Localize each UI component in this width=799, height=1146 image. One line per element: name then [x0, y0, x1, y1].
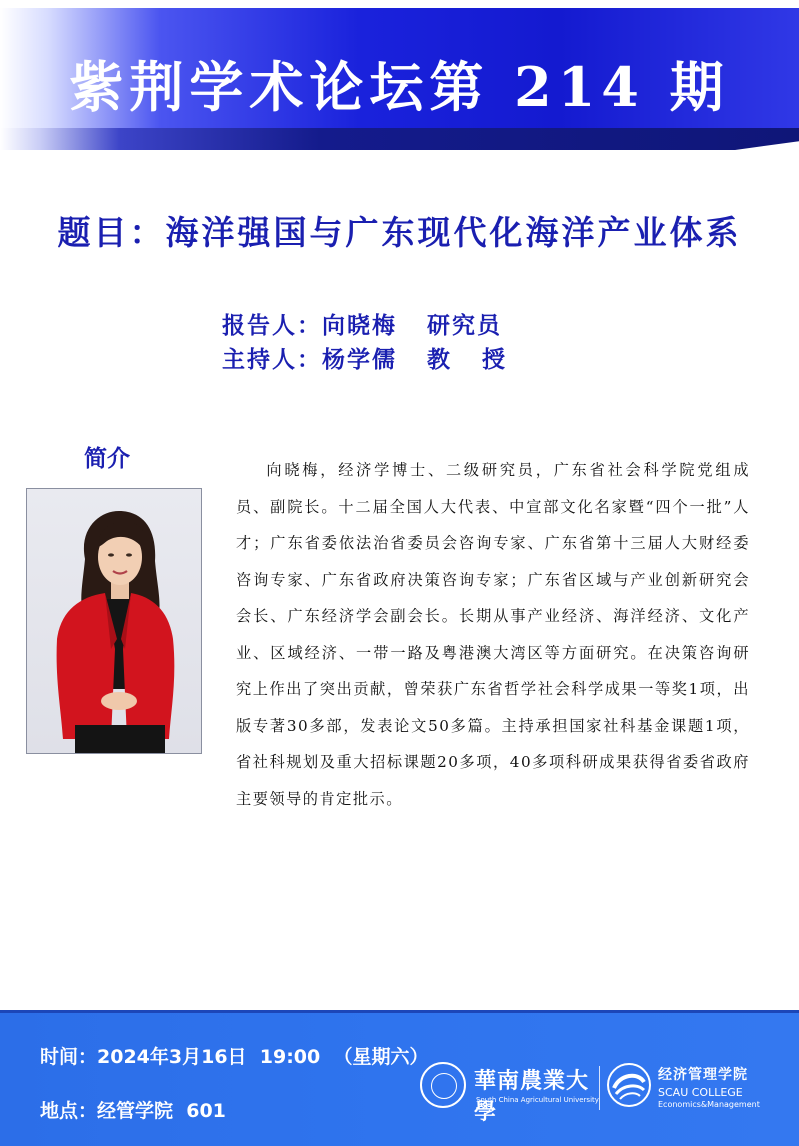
speaker-info	[222, 309, 507, 377]
college-name-cn: 经济管理学院	[658, 1067, 748, 1083]
forum-title: 紫荆学术论坛第 214 期	[69, 55, 730, 119]
university-name-en: South China Agricultural University	[476, 1096, 599, 1104]
banner-underline	[0, 128, 799, 150]
footer-top-line	[0, 1010, 799, 1013]
lecture-topic: 题目：海洋强国与广东现代化海洋产业体系	[57, 213, 742, 252]
intro-heading: 简介	[84, 446, 130, 472]
college-logo	[606, 1062, 792, 1114]
speaker-bio: 向晓梅，经济学博士、二级研究员，广东省社会科学院党组成员、副院长。十二届全国人大代表、中宣部文化名家暨“四个一批”人才；广东省委依法治省委员会咨询专家、广东省第十三届人大财经委咨询专家、广东省政府决策咨询专家；广东省区域与产业创新研究会会长、广东经济学会副会长。长期从事产业经济、海洋经济、文化产业、区域经济、一带一路及粤港澳大湾区等方面研究。在决策咨询研究上作出了突出贡献，曾荣获广东省哲学社会科学成果一等奖1项，出版专著30多部，发表论文50多篇。主持承担国家社科基金课题1项，省社科规划及重大招标课题20多项，40多项科研成果获得省委省政府主要领导的肯定批示。	[236, 461, 750, 808]
header-banner	[0, 0, 799, 152]
speaker-photo	[26, 488, 202, 754]
college-swirl-icon	[606, 1062, 652, 1108]
university-seal-icon	[420, 1062, 466, 1108]
event-time: 时间：2024年3月16日 19:00 （星期六）	[40, 1046, 429, 1068]
logo-divider	[599, 1066, 600, 1110]
event-place: 地点：经管学院 601	[40, 1100, 226, 1122]
host-line: 主持人：杨学儒 教 授	[222, 347, 508, 373]
college-name-en: SCAU COLLEGE	[658, 1086, 743, 1099]
portrait-illustration	[27, 489, 202, 754]
speaker-line: 报告人：向晓梅 研究员	[222, 313, 503, 339]
college-subname-en: Economics&Management	[658, 1100, 760, 1109]
university-logo	[420, 1062, 610, 1125]
university-name-cn: 華南農業大學	[474, 1068, 590, 1125]
